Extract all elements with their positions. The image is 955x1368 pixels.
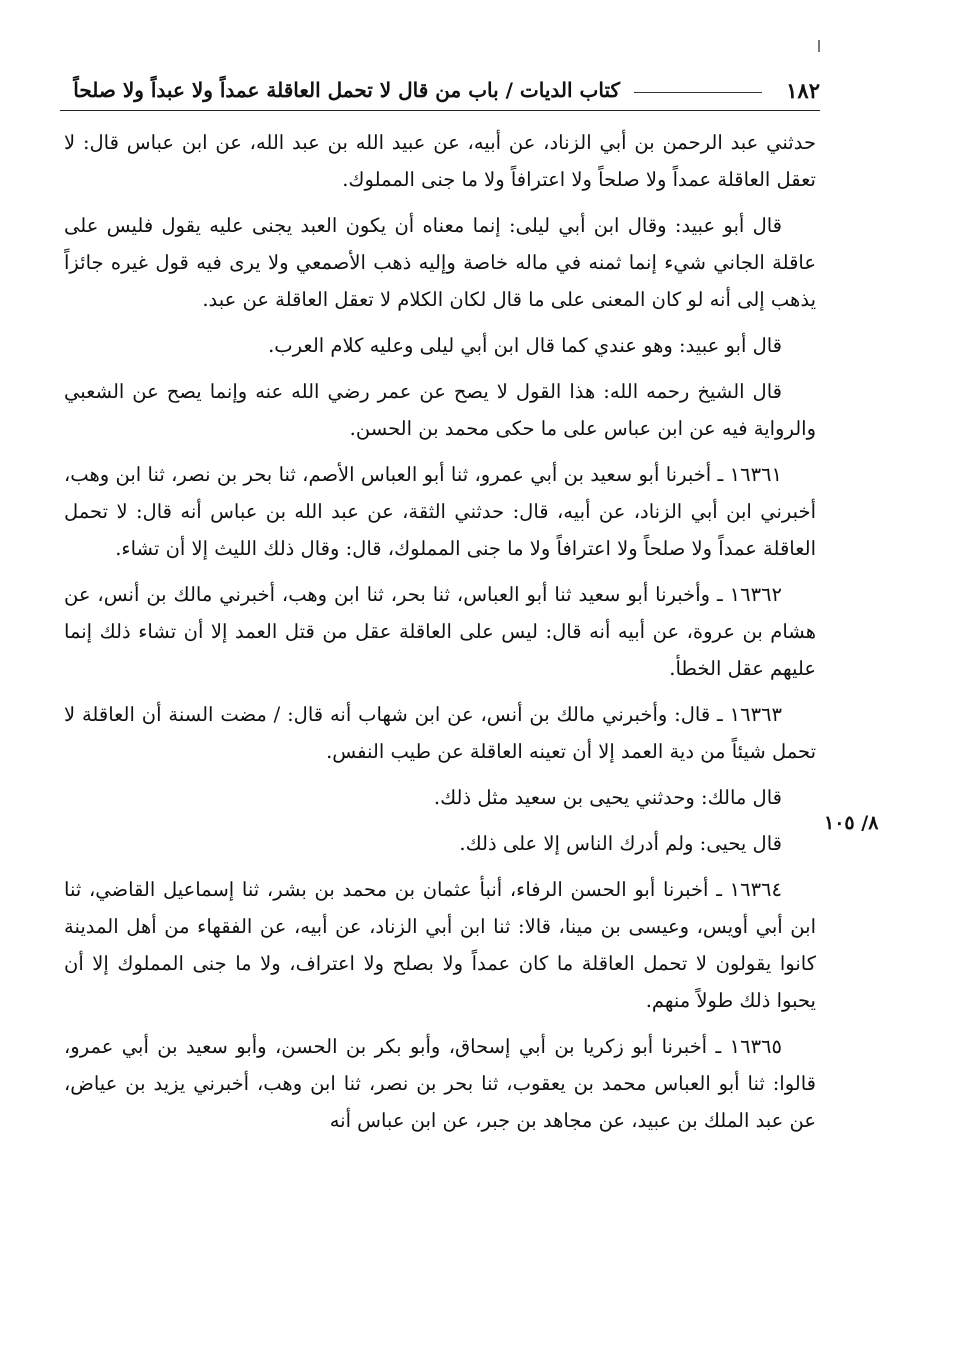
page-header: [60, 74, 820, 111]
header-dash-rule: [634, 92, 762, 93]
hadith-entry: ١٦٣٦٣ ـ قال: وأخبرني مالك بن أنس، عن ابن شهاب أنه قال: / مضت السنة أن العاقلة لا تحمل شيئاً من دية العمد إلا أن تعينه العاقلة عن طيب النفس.: [64, 703, 816, 763]
running-title: كتاب الديات / باب من قال لا تحمل العاقلة عمداً ولا عبداً ولا صلحاً: [73, 78, 620, 102]
hadith-entry: ١٦٣٦١ ـ أخبرنا أبو سعيد بن أبي عمرو، ثنا أبو العباس الأصم، ثنا بحر بن نصر، ثنا ابن وهب، أخبرني ابن أبي الزناد، عن أبيه، قال: حدثني الثقة، عن عبد الله بن عباس أنه قال: لا تحمل العاقلة عمداً ولا صلحاً ولا اعترافاً ولا ما جنى المملوك، قال: وقال ذلك الليث إلا أن تشاء.: [64, 463, 816, 560]
margin-volume-page-note: ٨/ ١٠٥: [824, 812, 879, 834]
paragraph: حدثني عبد الرحمن بن أبي الزناد، عن أبيه، عن عبيد الله بن عبد الله، عن ابن عباس قال: لا تعقل العاقلة عمداً ولا صلحاً ولا اعترافاً ولا ما جنى المملوك.: [64, 131, 816, 191]
page-body: [64, 124, 816, 1148]
hadith-entry: ١٦٣٦٤ ـ أخبرنا أبو الحسن الرفاء، أنبأ عثمان بن محمد بن بشر، ثنا إسماعيل القاضي، ثنا ابن أبي أويس، وعيسى بن مينا، قالا: ثنا ابن أبي الزناد، عن أبيه، عن الفقهاء من أهل المدينة كانوا يقولون لا تحمل العاقلة ما كان عمداً ولا بصلح ولا اعتراف، ولا ما جنى المملوك إلا أن يحبوا ذلك طولاً منهم.: [64, 878, 816, 1012]
hadith-entry: ١٦٣٦٢ ـ وأخبرنا أبو سعيد ثنا أبو العباس، ثنا بحر، ثنا ابن وهب، أخبرني مالك بن أنس، عن هشام بن عروة، عن أبيه أنه قال: ليس على العاقلة عقل من قتل العمد إلا أن تشاء ذلك إنما عليهم عقل الخطأ.: [64, 583, 816, 680]
paragraph: قال أبو عبيد: وهو عندي كما قال ابن أبي ليلى وعليه كلام العرب.: [268, 334, 782, 357]
scan-mark: [818, 40, 820, 52]
paragraph: قال الشيخ رحمه الله: هذا القول لا يصح عن عمر رضي الله عنه وإنما يصح عن الشعبي والرواية فيه عن ابن عباس على ما حكى محمد بن الحسن.: [64, 380, 816, 440]
paragraph: قال أبو عبيد: وقال ابن أبي ليلى: إنما معناه أن يكون العبد يجنى عليه يقول فليس على عاقلة الجاني شيء إنما ثمنه في ماله خاصة وإليه ذهب الأصمعي ولا يرى فيه قول غيره جائزاً يذهب إلى أنه لو كان المعنى على ما قال لكان الكلام لا تعقل العاقلة عن عبد.: [64, 214, 816, 311]
page-number: ١٨٢: [786, 78, 820, 103]
paragraph: قال يحيى: ولم أدرك الناس إلا على ذلك.: [459, 832, 782, 855]
hadith-entry: ١٦٣٦٥ ـ أخبرنا أبو زكريا بن أبي إسحاق، وأبو بكر بن الحسن، وأبو سعيد بن أبي عمرو، قالوا: ثنا أبو العباس محمد بن يعقوب، ثنا بحر بن نصر، ثنا ابن وهب، أخبرني يزيد بن عياض، عن عبد الملك بن عبيد، عن مجاهد بن جبر، عن ابن عباس أنه: [64, 1035, 816, 1132]
paragraph: قال مالك: وحدثني يحيى بن سعيد مثل ذلك.: [433, 786, 782, 809]
